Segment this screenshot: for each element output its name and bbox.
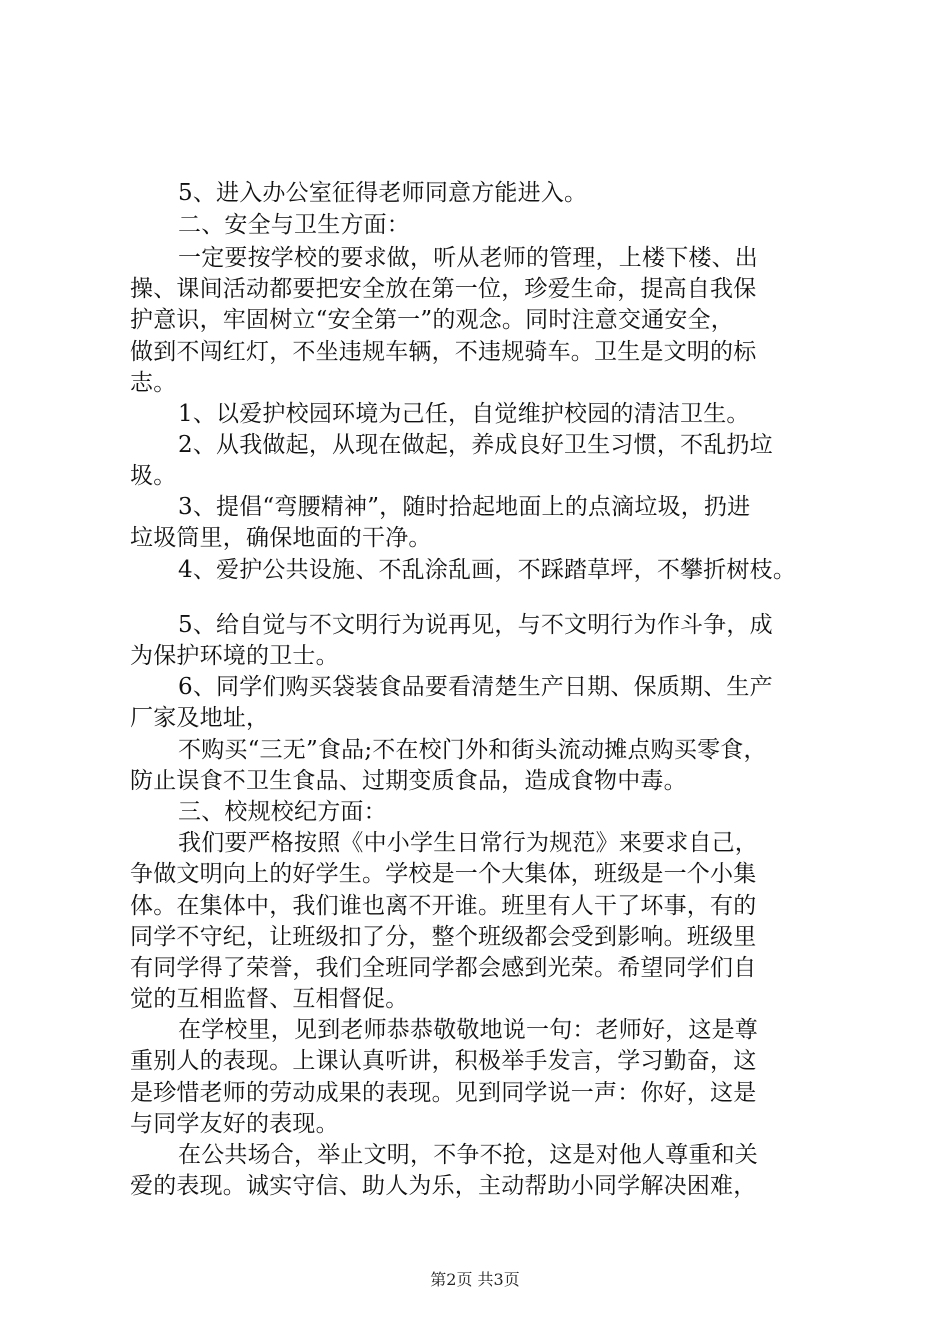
list-item: 6、同学们购买袋装食品要看清楚生产日期、保质期、生产 <box>178 674 773 700</box>
list-item: 4、爱护公共设施、不乱涂乱画，不踩踏草坪，不攀折树枝。 <box>178 557 797 583</box>
section-heading: 二、安全与卫生方面： <box>178 212 410 238</box>
text-line: 操、课间活动都要把安全放在第一位，珍爱生命，提高自我保 <box>130 276 757 302</box>
page-number: 第2页 共3页 <box>430 1270 520 1289</box>
text-line: 在公共场合，举止文明，不争不抢，这是对他人尊重和关 <box>178 1142 758 1168</box>
text-line: 体。在集体中，我们谁也离不开谁。班里有人干了坏事，有的 <box>130 893 757 919</box>
text-line: 我们要严格按照《中小学生日常行为规范》来要求自己， <box>178 830 758 856</box>
text-line: 5、进入办公室征得老师同意方能进入。 <box>178 180 588 206</box>
text-line: 不购买“三无”食品;不在校门外和街头流动摊点购买零食， <box>178 737 767 763</box>
text-line: 同学不守纪，让班级扣了分，整个班级都会受到影响。班级里 <box>130 924 757 950</box>
text-line: 与同学友好的表现。 <box>130 1111 339 1137</box>
text-line: 是珍惜老师的劳动成果的表现。见到同学说一声：你好，这是 <box>130 1080 757 1106</box>
text-line: 厂家及地址， <box>130 705 270 731</box>
list-item: 5、给自觉与不文明行为说再见，与不文明行为作斗争，成 <box>178 612 773 638</box>
text-line: 在学校里，见到老师恭恭敬敬地说一句：老师好，这是尊 <box>178 1017 758 1043</box>
text-line: 有同学得了荣誉，我们全班同学都会感到光荣。希望同学们自 <box>130 955 757 981</box>
text-line: 做到不闯红灯，不坐违规车辆，不违规骑车。卫生是文明的标 <box>130 339 757 365</box>
text-line: 防止误食不卫生食品、过期变质食品，造成食物中毒。 <box>130 768 687 794</box>
text-line: 重别人的表现。上课认真听讲，积极举手发言，学习勤奋，这 <box>130 1048 757 1074</box>
text-line: 圾。 <box>130 463 177 489</box>
list-item: 2、从我做起，从现在做起，养成良好卫生习惯，不乱扔垃 <box>178 432 773 458</box>
text-line: 为保护环境的卫士。 <box>130 643 339 669</box>
list-item: 1、以爱护校园环境为己任，自觉维护校园的清洁卫生。 <box>178 401 750 427</box>
text-line: 垃圾筒里，确保地面的干净。 <box>130 525 432 551</box>
text-line: 觉的互相监督、互相督促。 <box>130 986 409 1012</box>
text-line: 一定要按学校的要求做，听从老师的管理，上楼下楼、出 <box>178 245 758 271</box>
text-line: 护意识，牢固树立“安全第一”的观念。同时注意交通安全， <box>130 307 734 333</box>
text-line: 争做文明向上的好学生。学校是一个大集体，班级是一个小集 <box>130 861 757 887</box>
text-line: 爱的表现。诚实守信、助人为乐，主动帮助小同学解决困难， <box>130 1173 757 1199</box>
list-item: 3、提倡“弯腰精神”，随时拾起地面上的点滴垃圾，扔进 <box>178 494 751 520</box>
text-line: 志。 <box>130 370 177 396</box>
section-heading: 三、校规校纪方面： <box>178 799 387 825</box>
